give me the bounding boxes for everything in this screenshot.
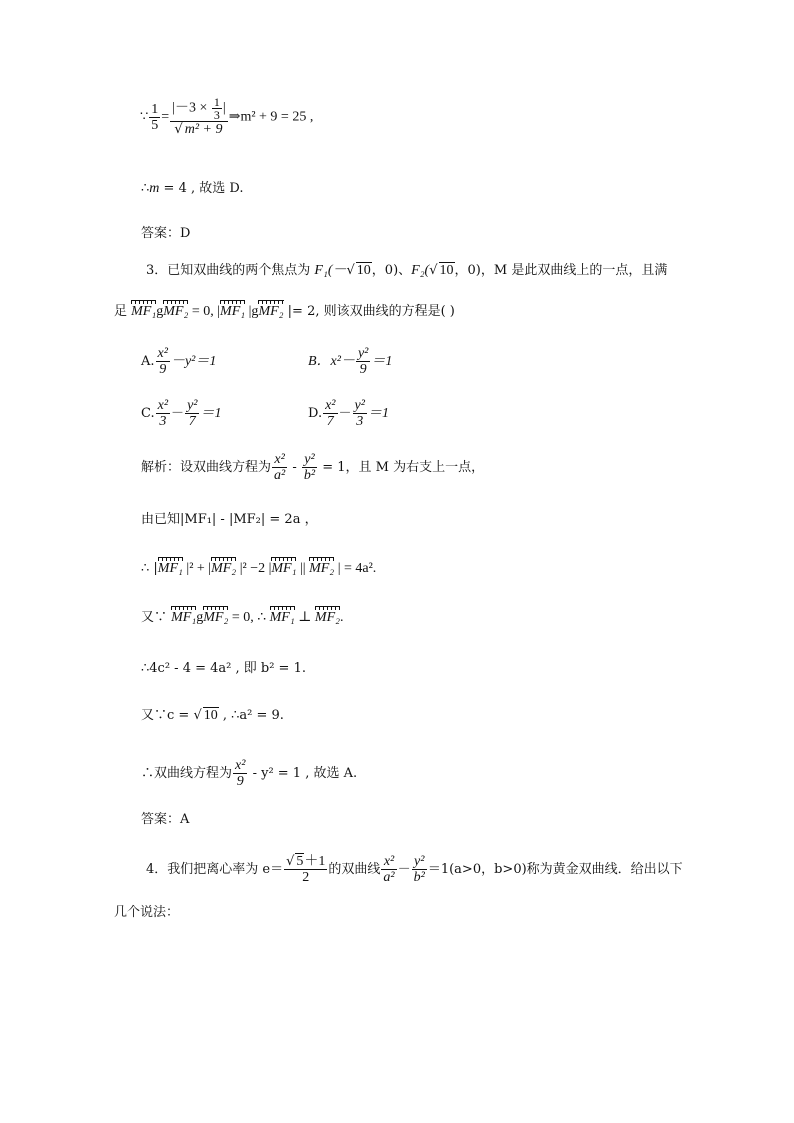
- solution-step-1: ∵ $\frac{1}{5}$ = |－3 × $\frac{1}{3}$ | √ m² + 9 ⇒m² + 9 = 25 ,: [140, 95, 314, 137]
- question-4-line-2: 几个说法：: [114, 905, 180, 920]
- fraction-one-fifth: $\frac{1}{5}$: [151, 101, 159, 133]
- distance-fraction: |－3 × $\frac{1}{3}$ | √ m² + 9: [172, 95, 226, 137]
- solution-conclusion: ∴双曲线方程为 $\frac{\text{x²}}{9}$ - y² = 1 , 故选 A.: [141, 758, 358, 789]
- conclusion-m: ∴m = 4 , 故选 D.: [141, 181, 244, 196]
- option-c: C. $\frac{\text{x²}}{3}$ － $\frac{\text{y²}}{7}$ ＝1: [141, 398, 222, 429]
- solution-vector-square: ∴ |MF₁ |² + |MF₂ |² −2 |MF₁ || MF₂ | = 4a².: [141, 561, 377, 576]
- vector-mf1: MF₁: [131, 304, 157, 319]
- option-d: D. $\frac{\text{x²}}{7}$ － $\frac{\text{y²}}{3}$ ＝1: [308, 398, 389, 429]
- solution-b-squared: ∴4c² - 4 = 4a² , 即 b² = 1.: [141, 661, 306, 676]
- solution-a-squared: 又∵c = √ 10 , ∴a² = 9.: [141, 708, 284, 723]
- solution-intro: 解析：设双曲线方程为 $\frac{\text{x²}}{\text{a²}}$ - $\frac{\text{y²}}{\text{b²}}$ = 1，且 M 为右支上一点，: [141, 452, 485, 483]
- vector-mf2: MF₂: [163, 304, 189, 319]
- option-a: A. $\frac{\text{x²}}{9}$ －y²＝1: [141, 346, 217, 377]
- because-symbol: ∵: [140, 109, 149, 125]
- option-b: B．x²－ $\frac{\text{y²}}{9}$ ＝1: [308, 346, 393, 377]
- vector-mf2: MF₂: [258, 304, 284, 319]
- answer-label: 答案：D: [141, 226, 191, 241]
- question-3-condition: 足 MF₁gMF₂ = 0, |MF₁ |gMF₂ |= 2, 则该双曲线的方程是( ): [114, 304, 455, 319]
- question-3: 3．已知双曲线的两个焦点为 F₁(－√ 10，0)、F₂(√ 10，0)，M 是此双曲线上的一点，且满: [146, 263, 668, 278]
- solution-perpendicular: 又∵ MF₁gMF₂ = 0, ∴ MF₁ ⊥ MF₂.: [141, 610, 344, 625]
- solution-known: 由已知|MF₁| - |MF₂| = 2a ，: [141, 512, 318, 527]
- question-4: 4．我们把离心率为 e＝ $\frac{√ 5+1}{2}$ 的双曲线 $\frac{\text{x²}}{\text{a²}}$ － $\frac{\text{y²}}{\text{b²}}$ ＝1(a>0，b>0)称为黄金双曲线．给出以下: [146, 854, 683, 885]
- vector-mf1: MF₁: [220, 304, 246, 319]
- answer-label: 答案：A: [141, 812, 190, 827]
- equation-result: m² + 9 = 25 ,: [240, 109, 314, 125]
